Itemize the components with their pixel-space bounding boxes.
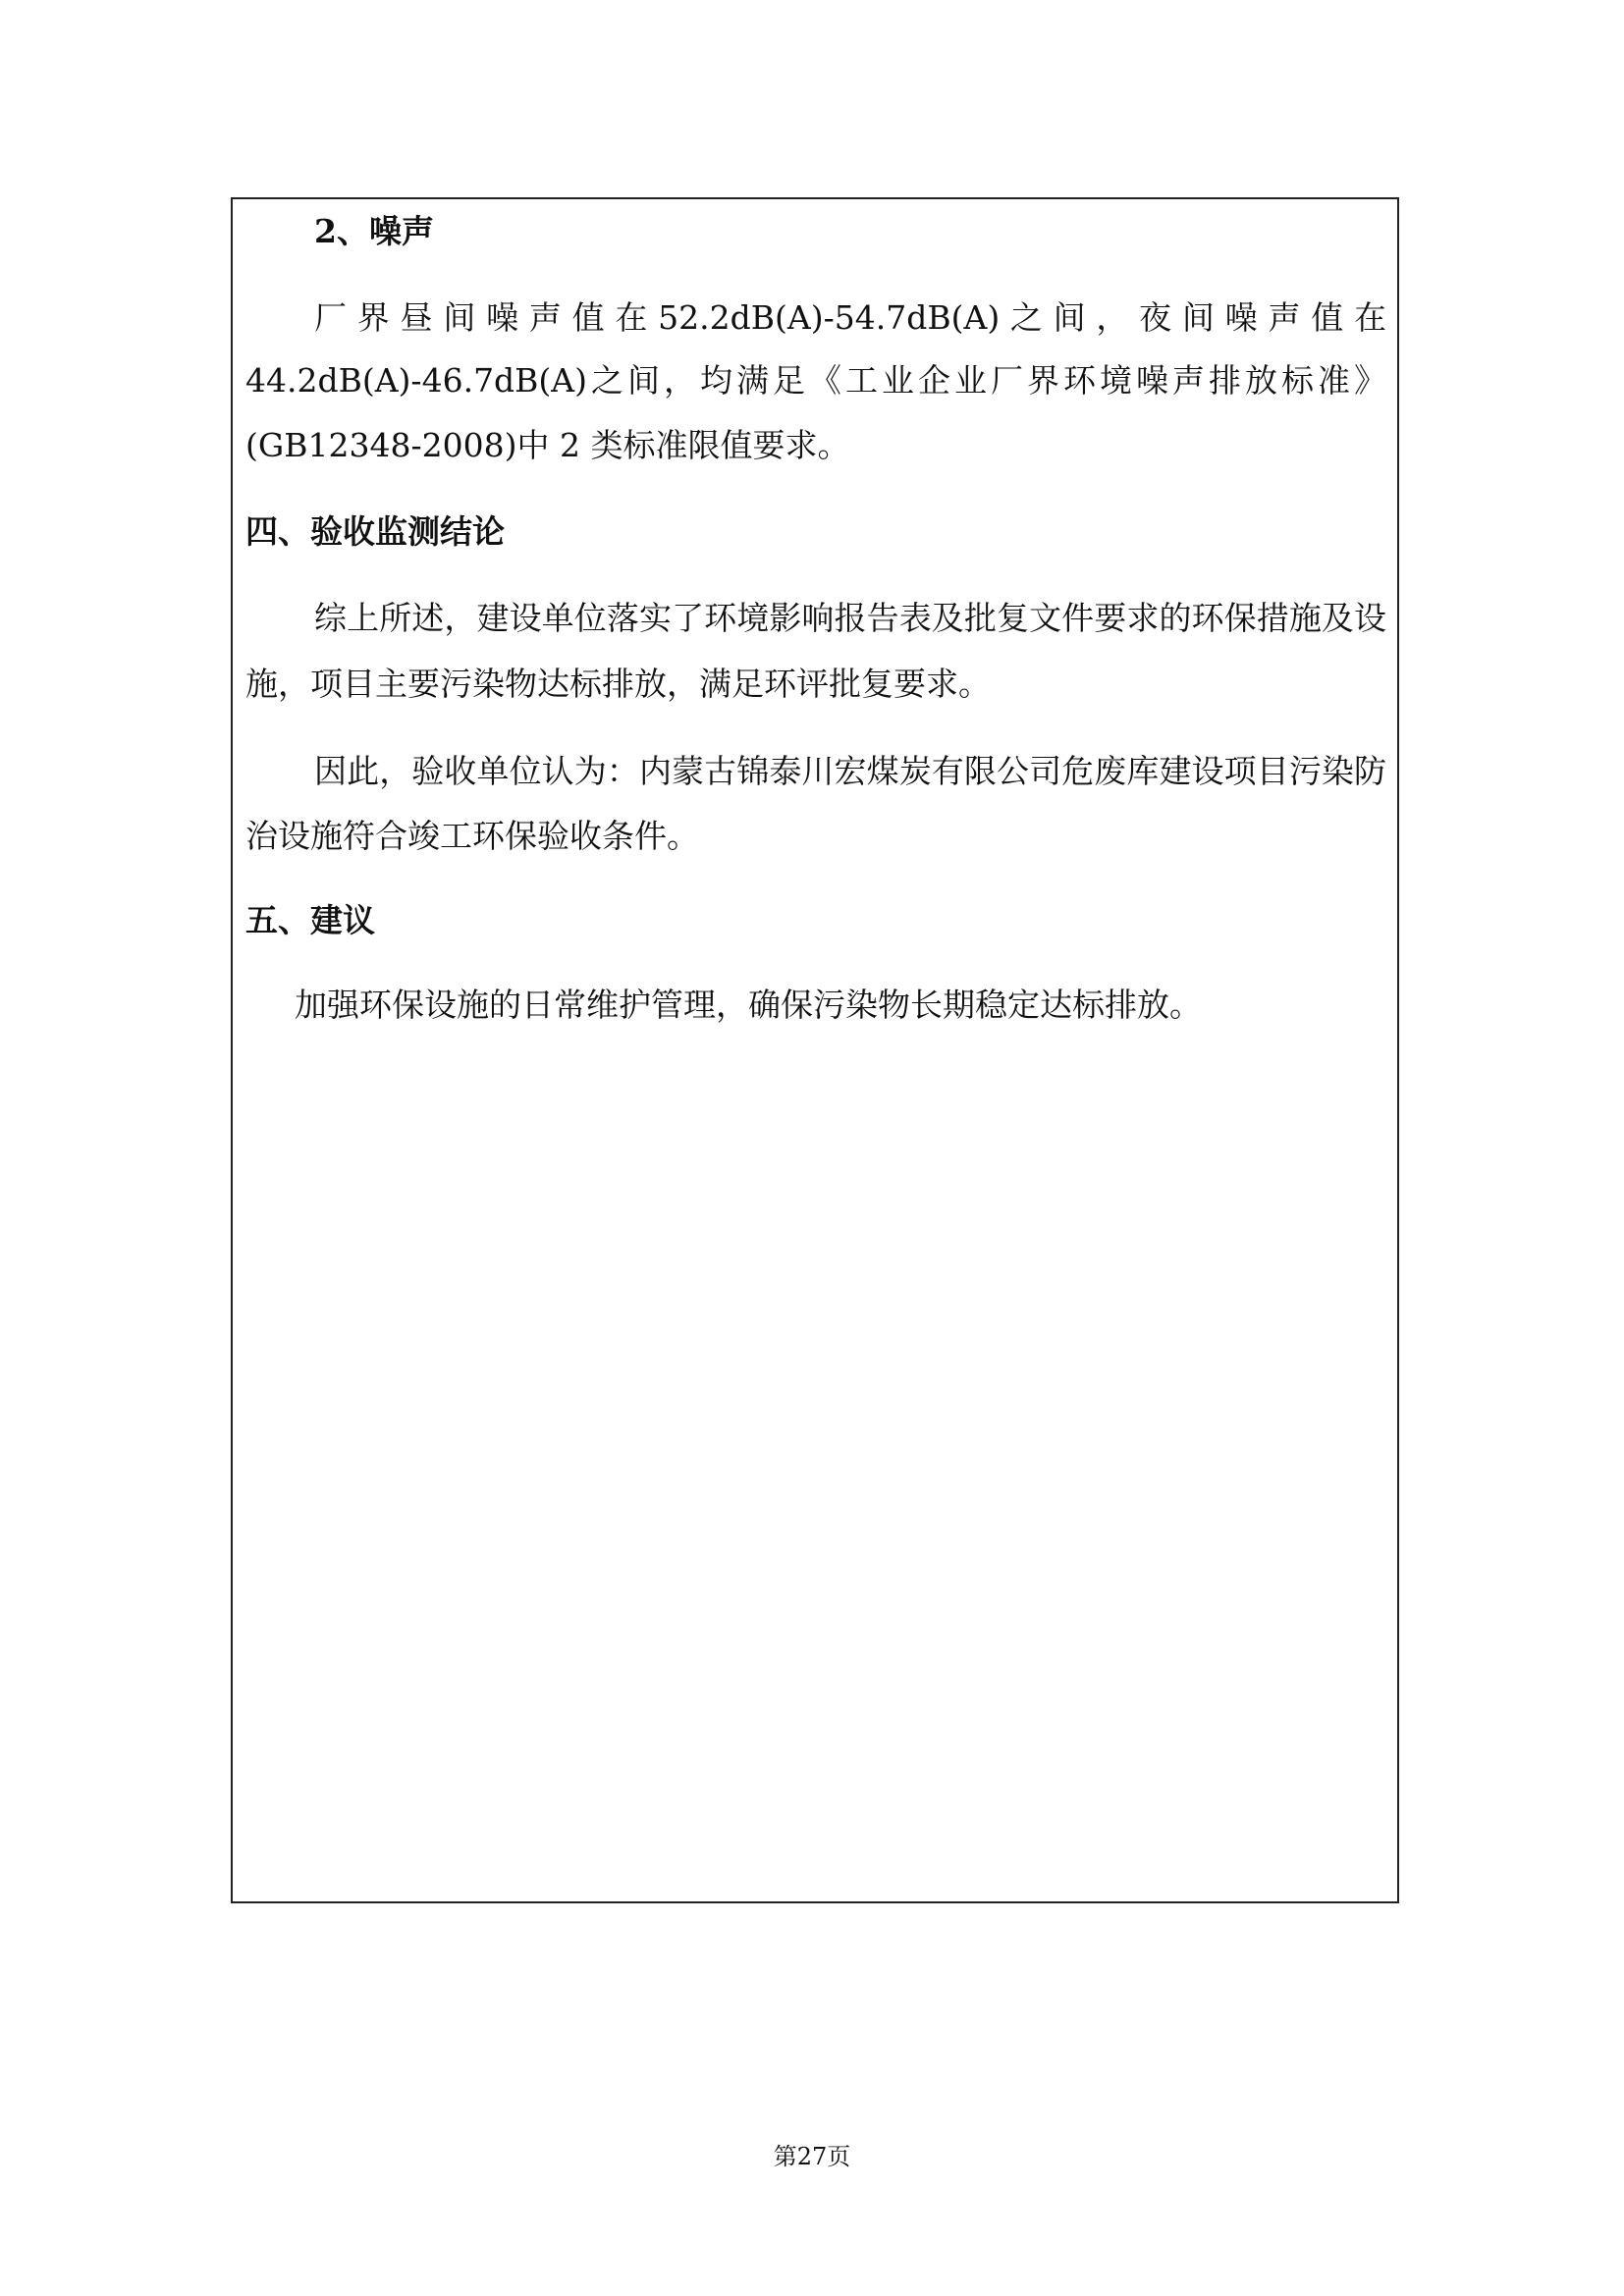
conclusion-para1-line-2: 施，项目主要污染物达标排放，满足环评批复要求。 (245, 665, 991, 703)
noise-line-1: 厂 界 昼 间 噪 声 值 在 52.2dB(A)-54.7dB(A) 之 间 ， 夜 间 噪 声 值 在 (314, 298, 1386, 337)
suggestion-text: 加强环保设施的日常维护管理，确保污染物长期稳定达标排放。 (295, 986, 1202, 1024)
conclusion-para2-line-2: 治设施符合竣工环保验收条件。 (245, 817, 699, 855)
conclusion-heading: 四、验收监测结论 (245, 512, 505, 551)
suggestion-heading: 五、建议 (245, 901, 375, 939)
noise-line-2: 44.2dB(A)-46.7dB(A)之间，均满足《工业企业厂界环境噪声排放标准》 (245, 361, 1386, 400)
page-number: 第27页 (773, 2143, 851, 2170)
noise-line-3: (GB12348-2008)中 2 类标准限值要求。 (245, 426, 850, 464)
conclusion-para1-line-1: 综上所述，建设单位落实了环境影响报告表及批复文件要求的环保措施及设 (314, 599, 1386, 637)
noise-heading: 2、噪声 (314, 212, 434, 250)
conclusion-para2-line-1: 因此，验收单位认为：内蒙古锦泰川宏煤炭有限公司危废库建设项目污染防 (314, 752, 1386, 790)
